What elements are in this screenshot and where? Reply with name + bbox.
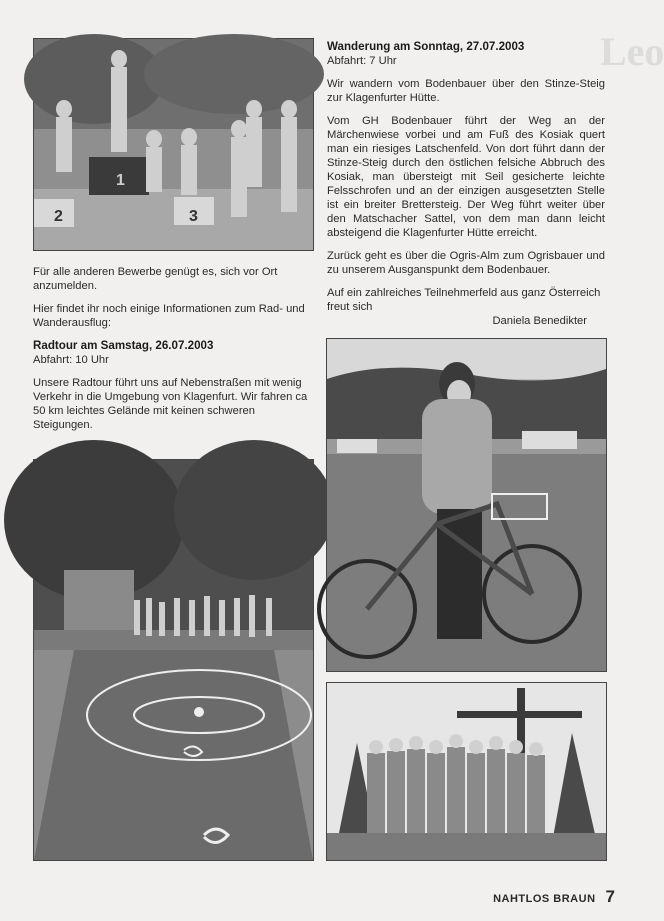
hike-paragraph: Wir wandern vom Bodenbauer über den Stinze-Steig zur Klagenfurter Hütte. [327, 78, 605, 104]
right-text-column [327, 40, 605, 337]
photo-podium-children [33, 38, 314, 251]
bike-tour-departure: Abfahrt: 10 Uhr [33, 354, 109, 366]
bleed-through-text: Leo [600, 29, 664, 74]
podium-number-3: 3 [189, 208, 198, 225]
podium-number-2: 2 [54, 208, 63, 225]
hike-departure: Abfahrt: 7 Uhr [327, 55, 397, 67]
photo-woman-bicycle [326, 338, 607, 672]
hike-paragraph: Vom GH Bodenbauer führt der Weg an der Märchenwiese vorbei und am Fuß des Kosiak quert man ein riesiges Latschenfeld. Von dort führt dann der Stinze-Steig durch den östlichen felsiche Abbruch des Kosiak, man übersteigt mit Seil gesicherte leichte Felsschrofen und an der einzigen ausgesetzten Stelle ist ein breiter Brettersteig. Der Weg führt weiter über den Matschacher Sattel, von dem man dann leicht absteigend die Klagenfurter Hütte erreicht. [327, 115, 605, 239]
hike-paragraph: Zurück geht es über die Ogris-Alm zum Ogrisbauer und zu unserem Ausganspunkt dem Bodenbauer. [327, 250, 605, 276]
hike-heading: Wanderung am Sonntag, 27.07.2003 [327, 40, 525, 53]
bike-tour-heading: Radtour am Samstag, 26.07.2003 [33, 339, 214, 352]
intro-paragraph: Für alle anderen Bewerbe genügt es, sich vor Ort anzumelden. [33, 266, 278, 292]
page-number: 7 [605, 887, 615, 906]
page-footer [493, 887, 615, 907]
photo-hiking-group [326, 682, 607, 861]
left-text-column [33, 265, 312, 441]
magazine-name: NAHTLOS BRAUN [493, 893, 596, 905]
photo-bowling-lane [33, 459, 314, 861]
bike-tour-text: Unsere Radtour führt uns auf Nebenstraßen mit wenig Verkehr in die Umgebung von Klagenfurt. Wir fahren ca 50 km leichtes Gelände mit keinen schweren Steigungen. [33, 377, 308, 431]
podium-number-1: 1 [116, 172, 125, 189]
hike-paragraph: Auf ein zahlreiches Teilnehmerfeld aus ganz Österreich freut sich [327, 287, 601, 313]
signature: Daniela Benedikter [492, 315, 587, 327]
intro-paragraph: Hier findet ihr noch einige Informationen zum Rad- und Wanderausflug: [33, 303, 305, 329]
